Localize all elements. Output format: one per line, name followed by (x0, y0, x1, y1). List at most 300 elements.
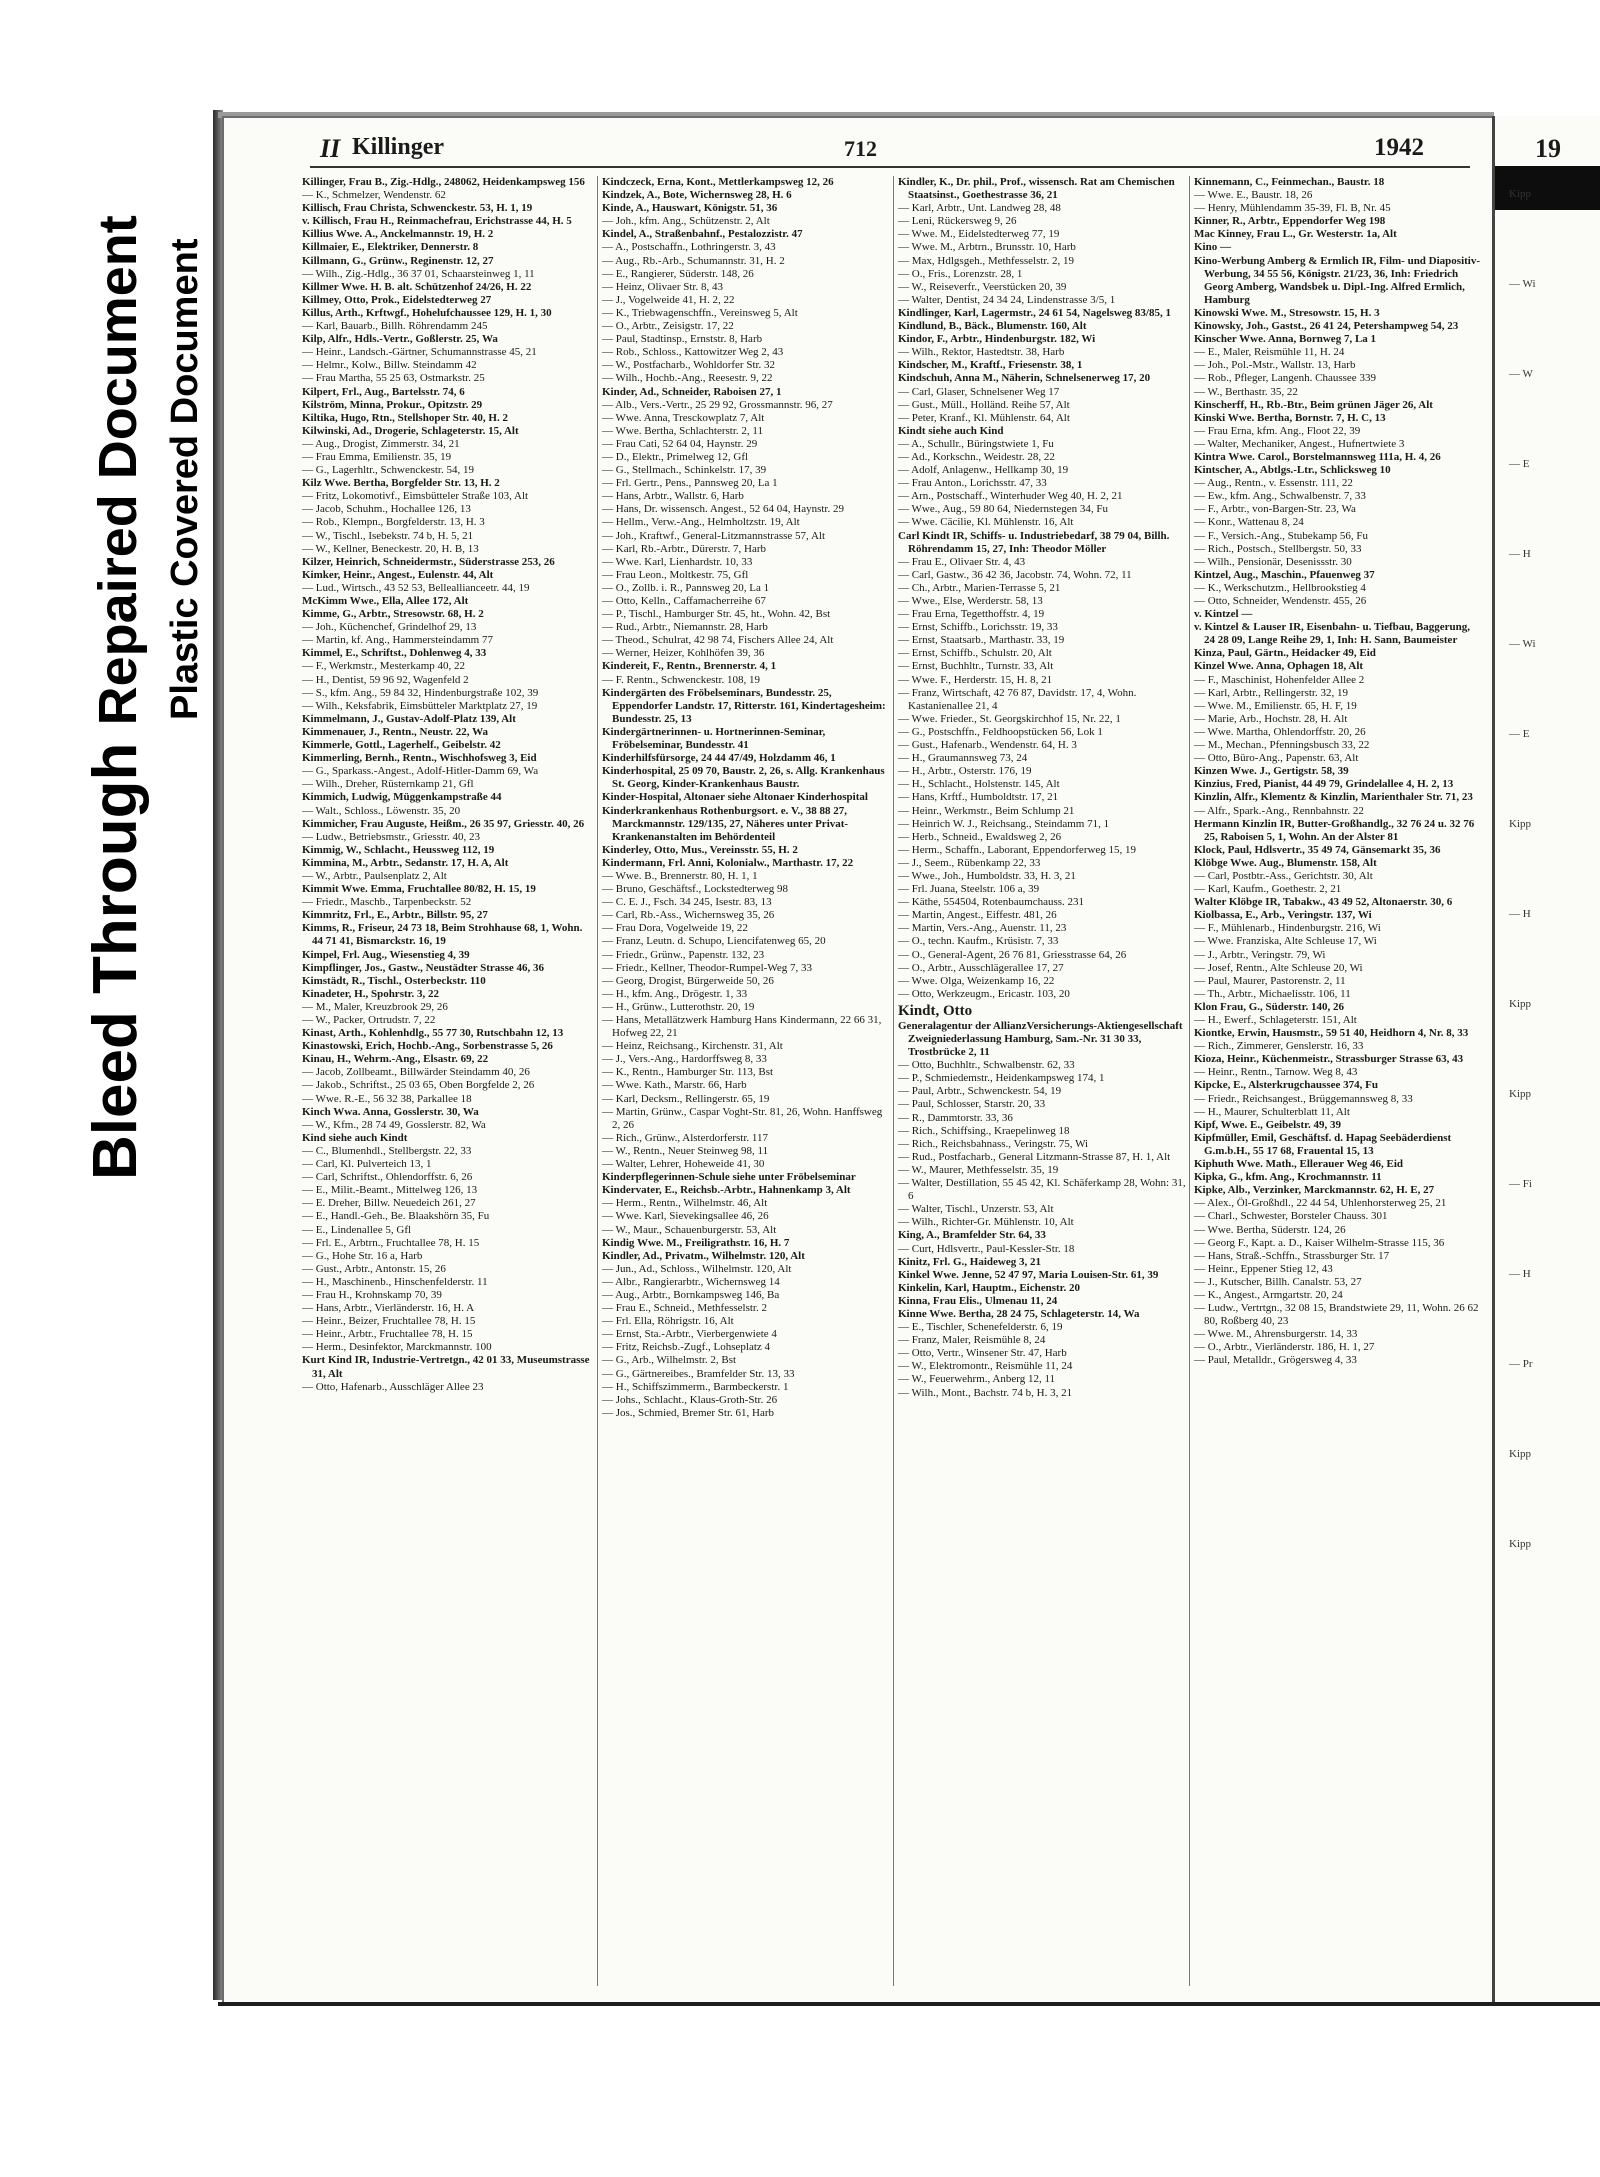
directory-entry: Kinder-Hospital, Altonaer siehe Altonaer Kinderhospital (602, 791, 868, 804)
adjacent-page (1492, 116, 1600, 2004)
directory-entry: Kindler, K., Dr. phil., Prof., wissensch. Rat am Chemischen Staatsinst., Goethestrasse 36, 21 (898, 176, 1175, 202)
directory-entry: Kinkel Wwe. Jenne, 52 47 97, Maria Louisen-Str. 61, 39 (898, 1268, 1159, 1281)
directory-entry: — Wilh., Hochb.-Ang., Reesestr. 9, 22 (602, 372, 773, 385)
directory-entry: — Frau Anton., Lorichsstr. 47, 33 (898, 477, 1047, 490)
directory-entry: — G., Arb., Wilhelmstr. 2, Bst (602, 1354, 737, 1367)
directory-entry: — Wwe. Bertha, Süderstr. 124, 26 (1194, 1223, 1346, 1236)
directory-entry: — K., Angest., Armgartstr. 20, 24 (1194, 1288, 1343, 1301)
directory-entry: — Karl, Kaufm., Goethestr. 2, 21 (1194, 883, 1342, 896)
bleed-through-text: Bleed Through (81, 742, 150, 1180)
directory-entry: — Georg F., Kapt. a. D., Kaiser Wilhelm-Strasse 115, 36 (1194, 1236, 1445, 1249)
directory-entry: — Heinr., Landsch.-Gärtner, Schumannstrasse 45, 21 (302, 346, 537, 359)
directory-entry: — Wilh., Pensionär, Desenissstr. 30 (1194, 555, 1352, 568)
directory-entry: — Otto, Kelln., Caffamacherreihe 67 (602, 595, 766, 607)
directory-entry: — Aug., Rentn., v. Essenstr. 111, 22 (1194, 477, 1353, 490)
directory-entry: — Wwe. Bertha, Schlachterstr. 2, 11 (602, 424, 763, 437)
directory-entry: — Carl, Postbtr.-Ass., Gerichtstr. 30, Alt (1194, 869, 1373, 882)
directory-entry: — Friedr., Maschb., Tarpenbeckstr. 52 (302, 896, 472, 909)
directory-entry: — Heinz, Olivaer Str. 8, 43 (602, 280, 723, 293)
directory-entry: — Otto, Büro-Ang., Papenstr. 63, Alt (1194, 752, 1359, 765)
directory-entry: — Theod., Schulrat, 42 98 74, Fischers Allee 24, Alt (602, 634, 834, 647)
directory-entry: — Jakob., Schriftst., 25 03 65, Oben Borgfelde 2, 26 (302, 1079, 535, 1092)
directory-entry: Kindschuh, Anna M., Näherin, Schnelsenerweg 17, 20 (898, 372, 1151, 385)
adjacent-page-stub: — Fi (1509, 1178, 1532, 1190)
directory-entry: — A., Schullr., Büringstwiete 1, Fu (898, 437, 1054, 450)
directory-entry: — Joh., Küchenchef, Grindelhof 29, 13 (302, 621, 477, 634)
side-label-plastic-covered: Plastic Covered Document (164, 238, 206, 720)
directory-entry: Kimstädt, R., Tischl., Osterbeckstr. 110 (302, 974, 486, 987)
directory-entry: Kimmritz, Frl., E., Arbtr., Billstr. 95, 27 (302, 909, 488, 922)
directory-entry: — O., techn. Kaufm., Krüsistr. 7, 33 (898, 935, 1059, 948)
directory-entry: — Herm., Desinfektor, Marckmannstr. 100 (302, 1341, 492, 1354)
directory-entry: — Rob., Klempn., Borgfelderstr. 13, H. 3 (302, 516, 485, 529)
adjacent-page-stub: Kipp (1509, 1088, 1531, 1100)
directory-entry: — J., Kutscher, Billh. Canalstr. 53, 27 (1194, 1275, 1362, 1288)
directory-entry: Kindereit, F., Rentn., Brennerstr. 4, 1 (602, 660, 777, 673)
directory-entry: — E., Tischler, Schenefelderstr. 6, 19 (898, 1321, 1063, 1334)
directory-entry: — Ernst, Sta.-Arbtr., Vierbergenwiete 4 (602, 1328, 777, 1341)
directory-entry: Klon Frau, G., Süderstr. 140, 26 (1194, 1000, 1344, 1013)
directory-entry: — Wwe. Karl, Sievekingsallee 46, 26 (602, 1210, 769, 1223)
directory-entry: — Carl, Kl. Pulverteich 13, 1 (302, 1158, 432, 1171)
directory-entry: — A., Postschaffn., Lothringerstr. 3, 43 (602, 241, 776, 254)
directory-entry: — W., Tischl., Isebekstr. 74 b, H. 5, 21 (302, 529, 474, 542)
directory-entry: — Wwe. M., Eidelstedterweg 77, 19 (898, 228, 1060, 241)
adjacent-page-stub: — H (1509, 548, 1531, 560)
directory-entry: — Gust., Arbtr., Antonstr. 15, 26 (302, 1262, 446, 1275)
directory-entry: Kindzek, A., Bote, Wichernsweg 28, H. 6 (602, 189, 792, 202)
directory-entry: Killinger, Frau B., Zig.-Hdlg., 248062, Heidenkampsweg 156 (302, 176, 585, 188)
directory-entry: — Wwe., Aug., 59 80 64, Niedernstegen 34, Fu (898, 503, 1108, 516)
directory-entry: — F., Mühlenarb., Hindenburgstr. 216, Wi (1194, 922, 1381, 935)
directory-entry: — Aug., Arbtr., Bornkampsweg 146, Ba (602, 1288, 780, 1301)
adjacent-page-header: 19 (1535, 134, 1561, 163)
directory-entry: — Heinr., Rentn., Tarnow. Weg 8, 43 (1194, 1066, 1358, 1079)
directory-entry: — Aug., Rb.-Arb., Schumannstr. 31, H. 2 (602, 254, 785, 267)
directory-entry: Kinski Wwe. Bertha, Bornstr. 7, H. C, 13 (1194, 411, 1386, 424)
directory-entry: — Ernst, Staatsarb., Marthastr. 33, 19 (898, 634, 1065, 647)
directory-entry: Kimmerle, Gottl., Lagerhelf., Geibelstr. 42 (302, 739, 501, 752)
directory-entry: — Rich., Reichsbahnass., Veringstr. 75, Wi (898, 1137, 1089, 1150)
directory-entry: Kimme, G., Arbtr., Stresowstr. 68, H. 2 (302, 608, 484, 621)
directory-entry: — W., Kfm., 28 74 49, Gosslerstr. 82, Wa (302, 1118, 486, 1131)
directory-entry: — Konr., Wattenau 8, 24 (1194, 516, 1304, 529)
directory-entry: Kimmel, E., Schriftst., Dohlenweg 4, 33 (302, 647, 487, 660)
directory-entry: Kindig Wwe. M., Freiligrathstr. 16, H. 7 (602, 1236, 790, 1249)
directory-entry: Kindczeck, Erna, Kont., Mettlerkampsweg 12, 26 (602, 176, 834, 188)
directory-entry: — Wwe., Joh., Humboldstr. 33, H. 3, 21 (898, 869, 1076, 882)
directory-entry: — Otto, Vertr., Winsener Str. 47, Harb (898, 1347, 1067, 1360)
directory-entry: — Joh., kfm. Ang., Schützenstr. 2, Alt (602, 215, 770, 228)
adjacent-page-stub: — W (1509, 368, 1533, 380)
directory-entry: Kino-Werbung Amberg & Ermlich IR, Film- und Diapositiv-Werbung, 34 55 56, Königstr. 21/23, 36, Inh: Friedrich Georg Amberg, Wandsbek u. Dipl.-Ing. Alfred Ermlich, Hamburg (1194, 254, 1481, 306)
directory-entry: — Wilh., Dreher, Rüsternkamp 21, Gfl (302, 778, 474, 791)
directory-entry: Kindergärtnerinnen- u. Hortnerinnen-Seminar, Fröbelseminar, Bundesstr. 41 (602, 725, 826, 752)
directory-entry: — Walter, Dentist, 24 34 24, Lindenstrasse 3/5, 1 (898, 293, 1116, 306)
directory-entry: — Wwe. Kath., Marstr. 66, Harb (602, 1079, 747, 1092)
directory-entry: — W., Packer, Ortrudstr. 7, 22 (302, 1014, 436, 1026)
directory-entry: — W., Maur., Schauenburgerstr. 53, Alt (602, 1223, 777, 1236)
directory-entry: v. Kintzel & Lauser IR, Eisenbahn- u. Tiefbau, Baggerung, 24 28 09, Lange Reihe 29, 1, Inh: H. Sann, Baumeister (1194, 621, 1470, 647)
directory-entry: Kinscherff, H., Rb.-Btr., Beim grünen Jäger 26, Alt (1194, 398, 1433, 411)
directory-entry: — H., Grünw., Lutterothstr. 20, 19 (602, 1000, 755, 1013)
directory-entry: Kinzius, Fred, Pianist, 44 49 79, Grindelallee 4, H. 2, 13 (1194, 778, 1454, 791)
directory-entry: Kimmina, M., Arbtr., Sedanstr. 17, H. A, Alt (302, 856, 509, 869)
directory-entry: Kilpert, Frl., Aug., Bartelsstr. 74, 6 (302, 385, 465, 398)
directory-entry: — P., Tischl., Hamburger Str. 45, ht., Wohn. 42, Bst (602, 608, 831, 621)
column-3 (893, 176, 1186, 1986)
directory-entry: Kinderley, Otto, Mus., Vereinsstr. 55, H. 2 (602, 843, 798, 856)
directory-entry: — Gust., Hafenarb., Wendenstr. 64, H. 3 (898, 739, 1077, 752)
directory-entry: — Franz, Maler, Reismühle 8, 24 (898, 1334, 1046, 1347)
directory-entry: Kindel, A., Straßenbahnf., Pestalozzistr. 47 (602, 228, 803, 241)
adjacent-page-stub: — H (1509, 1268, 1531, 1280)
directory-entry: — F., Maschinist, Hohenfelder Allee 2 (1194, 673, 1365, 686)
directory-entry: — Gust., Müll., Holländ. Reihe 57, Alt (898, 398, 1070, 411)
directory-entry: Kinde, A., Hauswart, Königstr. 51, 36 (602, 202, 778, 215)
directory-entry: McKimm Wwe., Ella, Allee 172, Alt (302, 595, 469, 607)
directory-entry: Kiphuth Wwe. Math., Ellerauer Weg 46, Eid (1194, 1158, 1404, 1171)
directory-entry: Kinderhospital, 25 09 70, Baustr. 2, 26, s. Allg. Krankenhaus St. Georg, Kinder-Krankenhaus Baustr. (602, 765, 885, 791)
directory-entry: — G., Lagerhltr., Schwenckestr. 54, 19 (302, 464, 474, 477)
directory-entry: — Rud., Postfacharb., General Litzmann-Strasse 87, H. 1, Alt (898, 1150, 1171, 1163)
directory-entry: — M., Maler, Kreuzbrook 29, 26 (302, 1000, 448, 1013)
directory-entry: Kimmerling, Bernh., Rentn., Wischhofsweg 3, Eid (302, 752, 537, 765)
directory-entry: — G., Hohe Str. 16 a, Harb (302, 1249, 423, 1262)
directory-entry: — G., Gärtnereibes., Bramfelder Str. 13, 33 (602, 1367, 795, 1380)
directory-entry: Kinadeter, H., Spohrstr. 3, 22 (302, 987, 440, 1000)
directory-entry: — Alb., Vers.-Vertr., 25 29 92, Grossmannstr. 96, 27 (602, 398, 833, 411)
directory-entry: — Wilh., Richter-Gr. Mühlenstr. 10, Alt (898, 1216, 1074, 1229)
directory-entry: Kilzer, Heinrich, Schneidermstr., Süderstrasse 253, 26 (302, 555, 555, 568)
directory-entry: — Heinr., Beizer, Fruchtallee 78, H. 15 (302, 1315, 476, 1328)
directory-entry: — Wwe. Martha, Ohlendorffstr. 20, 26 (1194, 725, 1366, 738)
directory-entry: — Frau Leon., Moltkestr. 75, Gfl (602, 568, 749, 581)
directory-entry: Kilwinski, Ad., Drogerie, Schlageterstr. 15, Alt (302, 424, 519, 437)
directory-entry: — Paul, Stadtinsp., Ernststr. 8, Harb (602, 333, 763, 346)
adjacent-page-stub: Kipp (1509, 188, 1531, 200)
directory-entry: — W., Reiseverfr., Veerstücken 20, 39 (898, 280, 1067, 293)
directory-entry: — Wilh., Zig.-Hdlg., 36 37 01, Schaarsteinweg 1, 11 (302, 267, 535, 280)
directory-entry: — Hans, Dr. wissensch. Angest., 52 64 04, Haynstr. 29 (602, 503, 844, 516)
directory-entry: — Karl, Bauarb., Billh. Röhrendamm 245 (302, 320, 488, 333)
directory-entry: — Friedr., Grünw., Papenstr. 132, 23 (602, 948, 765, 961)
directory-entry: — G., Stellmach., Schinkelstr. 17, 39 (602, 464, 767, 477)
directory-entry: — Wwe. Franziska, Alte Schleuse 17, Wi (1194, 935, 1377, 948)
directory-entry: — O., Zollb. i. R., Pannsweg 20, La 1 (602, 581, 770, 594)
directory-entry: — Frau Erna, Tegetthoffstr. 4, 19 (898, 608, 1045, 621)
directory-entry: — G., Sparkass.-Angest., Adolf-Hitler-Damm 69, Wa (302, 765, 539, 778)
directory-entry: Kino — (1194, 241, 1231, 254)
directory-entry: — Hans, Metallätzwerk Hamburg Hans Kindermann, 22 66 31, Hofweg 22, 21 (602, 1014, 882, 1040)
directory-entry: — Paul, Arbtr., Schwenckestr. 54, 19 (898, 1085, 1062, 1098)
directory-entry: — Marie, Arb., Hochstr. 28, H. Alt (1194, 712, 1348, 725)
directory-entry: — Wwe. Anna, Tresckowplatz 7, Alt (602, 411, 765, 424)
directory-entry: Kinscher Wwe. Anna, Bornweg 7, La 1 (1194, 333, 1377, 346)
directory-entry: — Wilh., Mont., Bachstr. 74 b, H. 3, 21 (898, 1386, 1073, 1399)
directory-entry: — O., Arbtr., Vierländerstr. 186, H. 1, 27 (1194, 1341, 1375, 1354)
directory-entry: Kinowski Wwe. M., Stresowstr. 15, H. 3 (1194, 306, 1380, 319)
directory-entry: — E. Dreher, Billw. Neuedeich 261, 27 (302, 1197, 476, 1210)
directory-entry: — Herb., Schneid., Ewaldsweg 2, 26 (898, 830, 1062, 843)
directory-entry: Kindt, Otto (898, 1002, 973, 1019)
directory-entry: — Frau E., Schneid., Methfesselstr. 2 (602, 1302, 767, 1315)
directory-entry: — Jos., Schmied, Bremer Str. 61, Harb (602, 1406, 775, 1419)
directory-entry: Kinder, Ad., Schneider, Raboisen 27, 1 (602, 385, 782, 398)
directory-entry: Kindor, F., Arbtr., Hindenburgstr. 182, Wi (898, 333, 1096, 346)
directory-entry: Kinderhilfsfürsorge, 24 44 47/49, Holzdamm 46, 1 (602, 752, 836, 765)
adjacent-page-stub: Kipp (1509, 1448, 1531, 1460)
directory-entry: — Paul, Schlosser, Starstr. 20, 33 (898, 1098, 1046, 1111)
directory-entry: Kiolbassa, E., Arb., Veringstr. 137, Wi (1194, 909, 1372, 922)
directory-entry: Kinderkrankenhaus Rothenburgsort. e. V., 38 88 27, Marckmannstr. 129/135, 27, Näheres unter Privat-Krankenanstalten im Behördenteil (602, 804, 849, 843)
directory-entry: — Jacob, Zollbeamt., Billwärder Steindamm 40, 26 (302, 1066, 530, 1079)
directory-entry: — Josef, Rentn., Alte Schleuse 20, Wi (1194, 961, 1363, 974)
directory-entry: Kinast, Arth., Kohlenhdlg., 55 77 30, Rutschbahn 12, 13 (302, 1027, 564, 1040)
directory-entry: — W., Feuerwehrm., Anberg 12, 11 (898, 1373, 1056, 1386)
directory-entry: Killmann, G., Grünw., Reginenstr. 12, 27 (302, 254, 494, 267)
directory-entry: — H., Schlacht., Holstenstr. 145, Alt (898, 778, 1060, 791)
directory-entry: — K., Werkschutzm., Hellbrookstieg 4 (1194, 581, 1366, 594)
directory-entry: — K., Triebwagenschffn., Vereinsweg 5, Alt (602, 306, 798, 319)
directory-entry: — Karl, Arbtr., Unt. Landweg 28, 48 (898, 202, 1061, 215)
directory-entry: Kindler, Ad., Privatm., Wilhelmstr. 120, Alt (602, 1249, 805, 1262)
directory-entry: — Ew., kfm. Ang., Schwalbenstr. 7, 33 (1194, 490, 1366, 503)
directory-entry: Kinzlin, Alfr., Klementz & Kinzlin, Marienthaler Str. 71, 23 (1194, 791, 1473, 804)
directory-entry: Kindscher, M., Kraftf., Friesenstr. 38, 1 (898, 359, 1083, 372)
directory-entry: — E., Maler, Reismühle 11, H. 24 (1194, 346, 1345, 359)
directory-entry: Kindlund, B., Bäck., Blumenstr. 160, Alt (898, 320, 1087, 333)
volume-number: II (320, 134, 341, 163)
directory-entry: — F. Rentn., Schwenckestr. 108, 19 (602, 673, 760, 686)
directory-entry: — Wwe. Olga, Weizenkamp 16, 22 (898, 974, 1055, 987)
directory-entry: — Ernst, Schiffb., Lorichsstr. 19, 33 (898, 621, 1058, 634)
directory-entry: — F., Versich.-Ang., Stubekamp 56, Fu (1194, 529, 1368, 542)
directory-entry: — Otto, Schneider, Wendenstr. 455, 26 (1194, 595, 1367, 607)
scan-bottom-edge (218, 2002, 1600, 2006)
directory-entry: — M., Mechan., Pfenningsbusch 33, 22 (1194, 739, 1370, 752)
directory-entry: — Wwe. M., Ahrensburgerstr. 14, 33 (1194, 1328, 1358, 1341)
directory-entry: — S., kfm. Ang., 59 84 32, Hindenburgstraße 102, 39 (302, 686, 539, 699)
directory-entry: Killmaier, E., Elektriker, Dennerstr. 8 (302, 241, 479, 254)
directory-entry: — Wilh., Rektor, Hastedtstr. 38, Harb (898, 346, 1065, 359)
directory-entry: Kindermann, Frl. Anni, Kolonialw., Marthastr. 17, 22 (602, 856, 854, 869)
directory-entry: — Käthe, 554504, Rotenbaumchauss. 231 (898, 896, 1085, 909)
directory-entry: — H., Schiffszimmerm., Barmbeckerstr. 1 (602, 1380, 789, 1393)
directory-entry: Kintscher, A., Abtlgs.-Ltr., Schlicksweg 10 (1194, 464, 1391, 477)
directory-entry: Killmer Wwe. H. B. alt. Schützenhof 24/26, H. 22 (302, 280, 532, 293)
directory-entry: — O., Arbtr., Ausschlägerallee 17, 27 (898, 961, 1064, 974)
directory-entry: — Herm., Schaffn., Laborant, Eppendorferweg 15, 19 (898, 843, 1137, 856)
directory-entry: — O., General-Agent, 26 76 81, Griesstrasse 64, 26 (898, 948, 1127, 961)
directory-entry: — Max, Hdlgsgeh., Methfesselstr. 2, 19 (898, 254, 1074, 267)
directory-entry: — Ernst, Schiffb., Schulstr. 20, Alt (898, 647, 1052, 660)
directory-entry: — Wwe. M., Arbtrn., Brunsstr. 10, Harb (898, 241, 1076, 254)
directory-entry: — J., Arbtr., Veringstr. 79, Wi (1194, 948, 1326, 961)
directory-entry: — Joh., Kraftwf., General-Litzmannstrasse 57, Alt (602, 529, 825, 542)
directory-entry: — W., Maurer, Methfesselstr. 35, 19 (898, 1163, 1059, 1176)
directory-entry: — Franz, Wirtschaft, 42 76 87, Davidstr. 17, 4, Wohn. Kastanienallee 21, 4 (898, 686, 1137, 712)
directory-entry: Kimmenauer, J., Rentn., Neustr. 22, Wa (302, 725, 488, 738)
directory-entry: — Heinz, Reichsang., Kirchenstr. 31, Alt (602, 1040, 783, 1053)
directory-entry: — F., Werkmstr., Mesterkamp 40, 22 (302, 660, 466, 673)
directory-entry: — Alex., Öl-Großhdl., 22 44 54, Uhlenhorsterweg 25, 21 (1194, 1197, 1447, 1210)
directory-entry: Kinitz, Frl. G., Haideweg 3, 21 (898, 1255, 1041, 1268)
scanned-page (222, 116, 1494, 2006)
directory-entry: Kipke, Alb., Verzinker, Marckmannstr. 62, H. E, 27 (1194, 1184, 1435, 1197)
header-year: 1942 (1374, 134, 1424, 161)
directory-entry: — Wwe., Else, Werderstr. 58, 13 (898, 595, 1043, 607)
directory-entry: — Karl, Rb.-Arbtr., Dürerstr. 7, Harb (602, 542, 767, 555)
column-1 (302, 176, 590, 1986)
directory-entry: Kinzel Wwe. Anna, Ophagen 18, Alt (1194, 660, 1364, 673)
directory-entry: — Frau H., Krohnskamp 70, 39 (302, 1288, 442, 1301)
directory-entry: — Werner, Heizer, Kohlhöfen 39, 36 (602, 647, 765, 660)
directory-entry: — C., Blumenhdl., Stellbergstr. 22, 33 (302, 1144, 472, 1157)
adjacent-page-stub: — E (1509, 458, 1530, 470)
directory-entry: — Rich., Zimmerer, Genslerstr. 16, 33 (1194, 1040, 1364, 1053)
directory-entry: — H., kfm. Ang., Drögestr. 1, 33 (602, 987, 748, 1000)
directory-entry: — Bruno, Geschäftsf., Lockstedterweg 98 (602, 883, 789, 896)
directory-entry: — Martin, Grünw., Caspar Voght-Str. 81, 26, Wohn. Hanffsweg 2, 26 (602, 1105, 883, 1131)
directory-entry: — Carl, Glaser, Schnelsener Weg 17 (898, 385, 1060, 398)
directory-entry: — Otto, Buchhltr., Schwalbenstr. 62, 33 (898, 1059, 1075, 1072)
directory-entry: — Wwe. R.-E., 56 32 38, Parkallee 18 (302, 1092, 472, 1105)
directory-entry: — Georg, Drogist, Bürgerweide 50, 26 (602, 974, 774, 987)
directory-entry: — Ad., Korkschn., Weidestr. 28, 22 (898, 450, 1055, 463)
directory-entry: Kinzen Wwe. J., Gertigstr. 58, 39 (1194, 765, 1349, 778)
directory-entry: — Franz, Leutn. d. Schupo, Liencifatenweg 65, 20 (602, 935, 826, 948)
directory-entry: — Otto, Werkzeugm., Ericastr. 103, 20 (898, 987, 1070, 1000)
directory-entry: — D., Elektr., Primelweg 12, Gfl (602, 450, 749, 463)
directory-entry: — Friedr., Kellner, Theodor-Rumpel-Weg 7, 33 (602, 961, 812, 974)
directory-entry: — Jun., Ad., Schloss., Wilhelmstr. 120, Alt (602, 1262, 792, 1275)
directory-entry: — H., Arbtr., Osterstr. 176, 19 (898, 765, 1032, 778)
directory-entry: — Paul, Metalldr., Grögersweg 4, 33 (1194, 1354, 1357, 1367)
directory-entry: — Curt, Hdlsvertr., Paul-Kessler-Str. 18 (898, 1242, 1075, 1255)
directory-entry: Kurt Kind IR, Industrie-Vertretgn., 42 01 33, Museumstrasse 31, Alt (302, 1354, 590, 1380)
directory-entry: — P., Schmiedemstr., Heidenkampsweg 174, 1 (898, 1072, 1105, 1085)
directory-entry: — Hellm., Verw.-Ang., Helmholtzstr. 19, Alt (602, 516, 800, 529)
directory-entry: — Fritz, Lokomotivf., Eimsbütteler Straße 103, Alt (302, 490, 529, 503)
directory-entry: — W., Postfacharb., Wohldorfer Str. 32 (602, 359, 776, 372)
directory-entry: Kimker, Heinr., Angest., Eulenstr. 44, Alt (302, 568, 494, 581)
directory-entry: — Frl. E., Arbtrn., Fruchtallee 78, H. 15 (302, 1236, 480, 1249)
directory-entry: — Karl, Decksm., Rellingerstr. 65, 19 (602, 1092, 770, 1105)
directory-entry: — G., Postschffn., Feldhoopstücken 56, Lok 1 (898, 725, 1103, 738)
directory-entry: Kintra Wwe. Carol., Borstelmannsweg 111a, H. 4, 26 (1194, 450, 1441, 463)
directory-entry: — Wwe. E., Baustr. 18, 26 (1194, 189, 1313, 202)
directory-entry: Kiltika, Hugo, Rtn., Stellshoper Str. 40, H. 2 (302, 411, 508, 424)
directory-entry: — W., Rentn., Neuer Steinweg 98, 11 (602, 1144, 769, 1157)
directory-entry: — Heinrich W. J., Reichsang., Steindamm 71, 1 (898, 817, 1110, 830)
directory-entry: — Herm., Rentn., Wilhelmstr. 46, Alt (602, 1197, 768, 1210)
directory-entry: — Walter, Mechaniker, Angest., Hufnertwiete 3 (1194, 437, 1405, 450)
directory-entry: — Albr., Rangierarbtr., Wichernsweg 14 (602, 1275, 780, 1288)
directory-entry: — Wwe. B., Brennerstr. 80, H. 1, 1 (602, 869, 758, 882)
directory-entry: — Karl, Arbtr., Rellingerstr. 32, 19 (1194, 686, 1348, 699)
directory-entry: Killus, Arth., Krftwgf., Hohelufchaussee 129, H. 1, 30 (302, 306, 552, 319)
directory-entry: Kilz Wwe. Bertha, Borgfelder Str. 13, H. 2 (302, 477, 500, 490)
directory-entry: — Frau Erna, kfm. Ang., Floot 22, 39 (1194, 424, 1361, 437)
directory-entry: Kinkelin, Karl, Hauptm., Eichenstr. 20 (898, 1281, 1081, 1294)
directory-entry: King, A., Bramfelder Str. 64, 33 (898, 1229, 1046, 1242)
adjacent-page-stub: — Pr (1509, 1358, 1533, 1370)
directory-entry: — Wwe. F., Herderstr. 15, H. 8, 21 (898, 673, 1053, 686)
directory-entry: — Ernst, Buchhltr., Turnstr. 33, Alt (898, 660, 1054, 673)
directory-entry: Kipfmüller, Emil, Geschäftsf. d. Hapag Seebäderdienst G.m.b.H., 55 17 68, Frauental 15, 13 (1194, 1131, 1452, 1157)
directory-entry: — Hans, Krftf., Humboldtstr. 17, 21 (898, 791, 1059, 804)
directory-entry: — W., Berthastr. 35, 22 (1194, 385, 1298, 398)
directory-entry: — Hans, Straß.-Schffn., Strassburger Str. 17 (1194, 1249, 1390, 1262)
directory-entry: — J., Vogelweide 41, H. 2, 22 (602, 293, 735, 306)
directory-entry: — Wwe. M., Emilienstr. 65, H. F, 19 (1194, 699, 1357, 712)
directory-entry: — J., Vers.-Ang., Hardorffsweg 8, 33 (602, 1053, 767, 1066)
directory-entry: v. Kintzel — (1194, 608, 1253, 621)
directory-entry: — H., Graumannsweg 73, 24 (898, 752, 1028, 765)
directory-entry: — Walt., Schloss., Löwenstr. 35, 20 (302, 804, 461, 817)
directory-entry: Kipka, G., kfm. Ang., Krochmannstr. 11 (1194, 1171, 1382, 1184)
directory-entry: — W., Elektromontr., Reismühle 11, 24 (898, 1360, 1073, 1373)
directory-entry: — Wwe. Cäcilie, Kl. Mühlenstr. 16, Alt (898, 516, 1074, 529)
directory-entry: — Wwe. Frieder., St. Georgskirchhof 15, Nr. 22, 1 (898, 712, 1121, 725)
directory-entry: — Johs., Schlacht., Klaus-Groth-Str. 26 (602, 1393, 778, 1406)
directory-entry: Kinna, Frau Elis., Ulmenau 11, 24 (898, 1294, 1058, 1307)
directory-entry: Carl Kindt IR, Schiffs- u. Industriebedarf, 38 79 04, Billh. Röhrendamm 15, 27, Inh: Theodor Möller (898, 529, 1170, 555)
directory-entry: — Arn., Postschaff., Winterhuder Weg 40, H. 2, 21 (898, 490, 1123, 503)
directory-entry: — Rich., Postsch., Stellbergstr. 50, 33 (1194, 542, 1362, 555)
directory-entry: Kindervater, E., Reichsb.-Arbtr., Hahnenkamp 3, Alt (602, 1184, 851, 1197)
directory-entry: Kindlinger, Karl, Lagermstr., 24 61 54, Nagelsweg 83/85, 1 (898, 306, 1171, 319)
adjacent-page-stub: Kipp (1509, 818, 1531, 830)
directory-entry: Killius Wwe. A., Anckelmannstr. 19, H. 2 (302, 228, 494, 241)
directory-entry: — Rich., Schiffsing., Kraepelinweg 18 (898, 1124, 1070, 1137)
column-2 (597, 176, 890, 1986)
directory-entry: — Carl, Gastw., 36 42 36, Jacobstr. 74, Wohn. 72, 11 (898, 568, 1132, 581)
directory-entry: — Martin, kf. Ang., Hammersteindamm 77 (302, 634, 493, 647)
directory-entry: — Ludw., Betriebsmstr., Griesstr. 40, 23 (302, 830, 481, 843)
directory-entry: — H., Maurer, Schulterblatt 11, Alt (1194, 1105, 1350, 1118)
directory-entry: — Frl. Ella, Röhrigstr. 16, Alt (602, 1315, 734, 1328)
directory-entry: — Paul, Maurer, Pastorenstr. 2, 11 (1194, 974, 1346, 987)
directory-entry: Killmey, Otto, Prok., Eidelstedterweg 27 (302, 293, 492, 306)
directory-entry: — H., Dentist, 59 96 92, Wagenfeld 2 (302, 673, 469, 686)
directory-entry: — Martin, Vers.-Ang., Auenstr. 11, 23 (898, 922, 1067, 935)
directory-entry: Kinau, H., Wehrm.-Ang., Elsastr. 69, 22 (302, 1053, 489, 1066)
directory-entry: — Walter, Tischl., Unzerstr. 53, Alt (898, 1203, 1054, 1216)
directory-entry: — Rob., Pfleger, Langenh. Chaussee 339 (1194, 372, 1376, 385)
directory-entry: — Hans, Arbtr., Wallstr. 6, Harb (602, 490, 744, 503)
directory-entry: Kinner, R., Arbtr., Eppendorfer Weg 198 (1194, 215, 1386, 228)
page-number: 712 (844, 136, 877, 161)
directory-entry: — Aug., Drogist, Zimmerstr. 34, 21 (302, 437, 460, 450)
directory-entry: — E., Milit.-Beamt., Mittelweg 126, 13 (302, 1184, 478, 1197)
directory-entry: Kindt siehe auch Kind (898, 424, 1004, 437)
directory-entry: — J., Seem., Rübenkamp 22, 33 (898, 856, 1041, 869)
directory-entry: Kinastowski, Erich, Hochb.-Ang., Sorbenstrasse 5, 26 (302, 1040, 553, 1053)
directory-entry: — Walter, Lehrer, Hoheweide 41, 30 (602, 1158, 765, 1171)
directory-entry: Kipf, Wwe. E., Geibelstr. 49, 39 (1194, 1118, 1341, 1131)
directory-entry: — E., Rangierer, Süderstr. 148, 26 (602, 267, 754, 280)
directory-entry: — Otto, Hafenarb., Ausschläger Allee 23 (302, 1380, 484, 1393)
header-rule (310, 166, 1470, 168)
directory-entry: — Joh., Pol.-Mstr., Wallstr. 13, Harb (1194, 359, 1356, 372)
directory-entry: Kimmicher, Frau Auguste, Heißm., 26 35 97, Griesstr. 40, 26 (302, 817, 585, 830)
directory-entry: — Heinr., Werkmstr., Beim Schlump 21 (898, 804, 1075, 817)
directory-entry: — Frau Dora, Vogelweide 19, 22 (602, 922, 748, 935)
directory-entry: Kimms, R., Friseur, 24 73 18, Beim Strohhause 68, 1, Wohn. 44 71 41, Bismarckstr. 16, 19 (302, 922, 583, 948)
directory-entry: — Hans, Arbtr., Vierländerstr. 16, H. A (302, 1302, 475, 1315)
